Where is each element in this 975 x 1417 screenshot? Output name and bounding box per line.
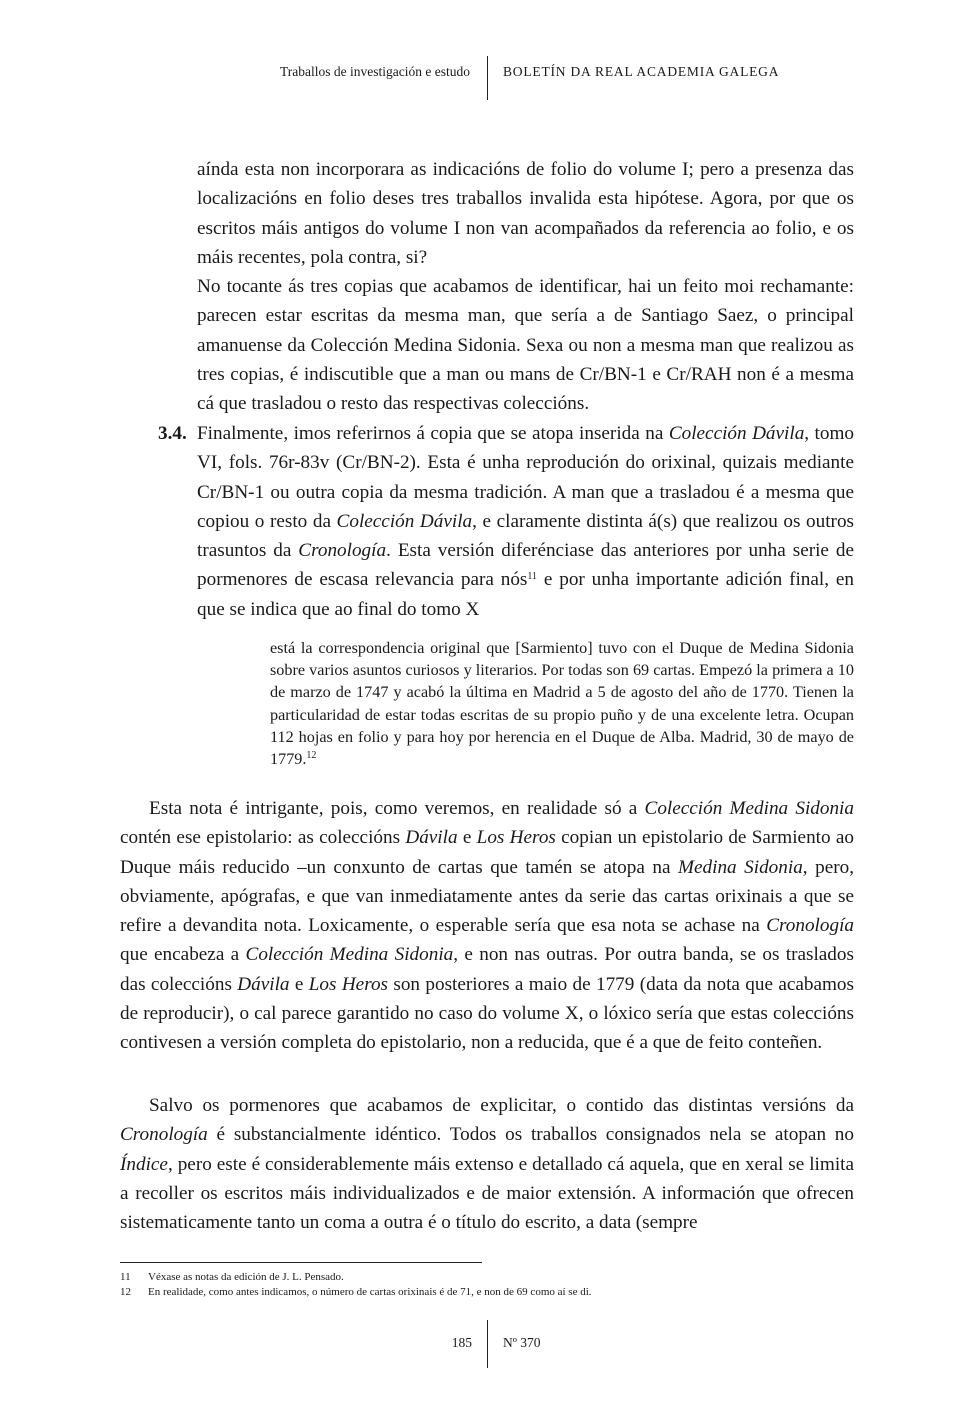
paragraph-3: Finalmente, imos referirnos á copia que se atopa inserida na Colección Dávila, tomo VI, fols. 76r-83v (Cr/BN-2). Esta é unha reprodución do orixinal, quizais mediante Cr/BN-1 ou outra copia da mesma tradición. A man que a trasladou é a mesma que copiou o resto da Colección Dávila, e claramente distinta á(s) que realizou os outros trasuntos da Cronología. Esta versión diferénciase das anteriores por unha serie de pormenores de escasa relevancia para nós$^{11}$ e por unha importante adición final, en que se indica que ao final do tomo X [197,423,855,620]
issue-number: Nº 370 [503,1335,541,1350]
header-divider [487,56,488,100]
footnote-11: 11 Véxase as notas da edición de J. L. Pensado. [120,1271,344,1283]
footnote-ref[interactable]: 11 [527,571,538,583]
section-number: 3.4. [158,423,187,444]
header-journal-title: BOLETÍN DA REAL ACADEMIA GALEGA [503,64,780,79]
paragraph-5: Salvo os pormenores que acabamos de explicitar, o contido das distintas versións da Cronología é substancialmente idéntico. Todos os traballos consignados nela se atopan no Índice, pero este é considerablemente máis extenso e detallado cá aquela, que en xeral se limita a recoller os escritos máis individualizados e de maior extensión. A información que ofrecen sistematicamente tanto un coma a outra é o título do escrito, a data (sempre [120,1095,854,1234]
paragraph-2: No tocante ás tres copias que acabamos de identificar, hai un feito moi rechamante: parecen estar escritas da mesma man, que sería a de Santiago Saez, o principal amanuense da Colección Medina Sidonia. Sexa ou non a mesma man que realizou as tres copias, é indiscutible que a man ou mans de Cr/BN-1 e Cr/RAH non é a mesma cá que trasladou o resto das respectivas coleccións. [197,276,854,415]
block-quote: está la correspondencia original que [Sarmiento] tuvo con el Duque de Medina Sidonia sobre varios asuntos curiosos y literarios. Por todas son 69 cartas. Empezó la primera a 10 de marzo de 1747 y acabó la última en Madrid a 5 de agosto del año de 1770. Tienen la particularidad de estar todas escritas de su propio puño y de una excelente letra. Ocupan 112 hojas en folio y para hoy por herencia en el Duque de Alba. Madrid, 30 de mayo de 1779.12 [270,639,854,769]
paragraph-4: Esta nota é intrigante, pois, como veremos, en realidade só a Colección Medina Sidonia contén ese epistolario: as coleccións Dávila e Los Heros copian un epistolario de Sarmiento ao Duque máis reducido –un conxunto de cartas que tamén se atopa na Medina Sidonia, pero, obviamente, apógrafas, e que van inmediatamente antes da serie das cartas orixinais a que se refire a devandita nota. Loxicamente, o esperable sería que esa nota se achase na Cronología que encabeza a Colección Medina Sidonia, e non nas outras. Por outra banda, se os traslados das coleccións Dávila e Los Heros son posteriores a maio de 1779 (data da nota que acabamos de reproducir), o cal parece garantido no caso do volume X, o lóxico sería que estas coleccións contivesen a versión completa do epistolario, non a reducida, que é a que de feito conteñen. [120,798,855,1054]
paragraph-1: aínda esta non incorporara as indicacións de folio do volume I; pero a presenza das localizacións en folio deses tres traballos invalida esta hipótese. Agora, por que os escritos máis antigos do volume I non van acompañados da referencia ao folio, e os máis recentes, pola contra, si? [197,159,854,268]
footnote-separator [120,1262,482,1263]
running-header [0,56,975,106]
italic-title: Cronología [298,540,387,562]
page-number: 185 [451,1335,472,1350]
footnote-12: 12 En realidade, como antes indicamos, o número de cartas orixinais é de 71, e non de 69 como aí se di. [120,1286,592,1298]
italic-title: Colección Dávila [668,423,805,444]
header-section-title: Traballos de investigación e estudo [280,64,470,79]
italic-title: Colección Dávila [336,510,473,532]
footer-divider [487,1320,488,1368]
footnote-ref[interactable]: 12 [306,750,317,762]
